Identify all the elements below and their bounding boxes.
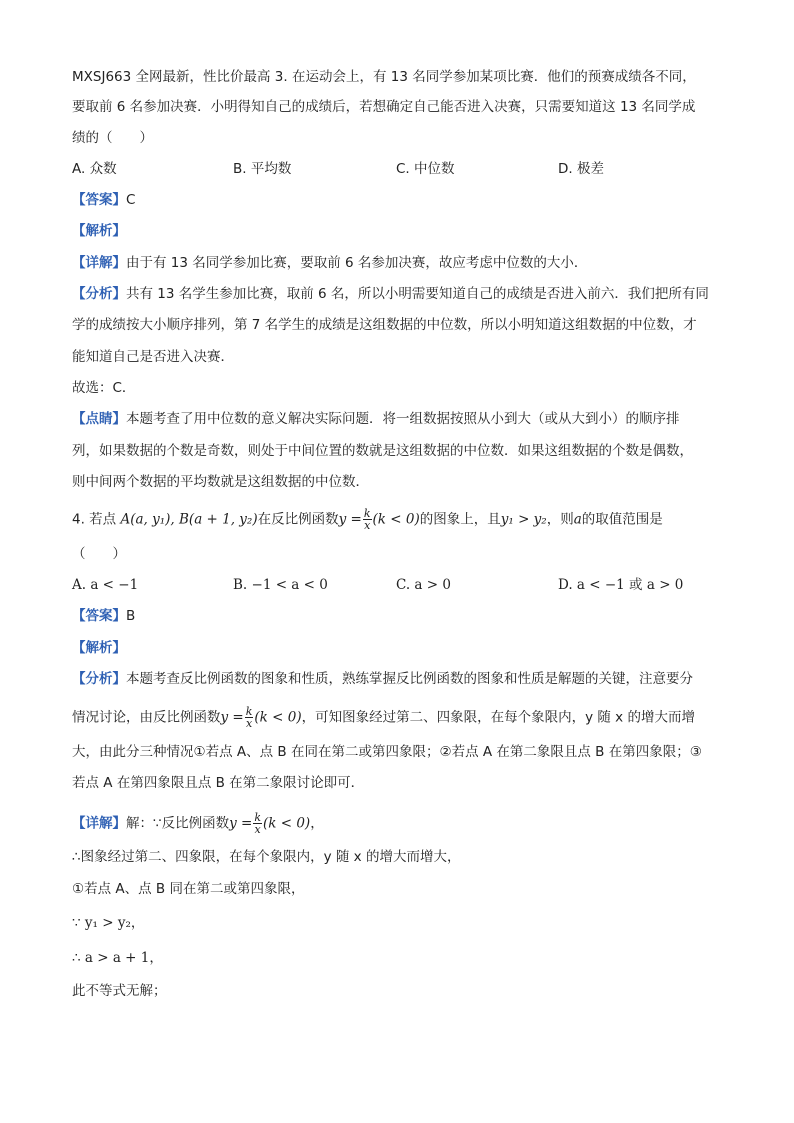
detail1-fraction xyxy=(253,812,262,835)
analysis2-condition: (k < 0) xyxy=(254,709,302,726)
q4-func-lhs: y = xyxy=(338,511,362,528)
q3-option-a: A. 众数 xyxy=(72,161,117,177)
analysis-tag: 【分析】 xyxy=(72,671,126,687)
detail1-suffix: ， xyxy=(310,815,324,832)
q3-detail xyxy=(72,254,587,272)
q4-points: A(a, y₁), B(a + 1, y₂) xyxy=(120,511,258,528)
fraction-denominator: x xyxy=(254,823,261,836)
detail1-func-lhs: y = xyxy=(229,815,253,832)
fraction-numerator: k xyxy=(254,811,261,824)
q4-analysis-line1 xyxy=(72,670,693,688)
detail-text: 由于有 13 名同学参加比赛，要取前 6 名参加决赛，故应考虑中位数的大小． xyxy=(126,255,588,271)
q4-func-condition: (k < 0) xyxy=(372,511,420,528)
analysis2-prefix: 情况讨论，由反比例函数 xyxy=(72,709,221,726)
q4-analysis-line2 xyxy=(72,706,695,729)
answer-value: B xyxy=(126,608,136,624)
q3-option-d: D. 极差 xyxy=(558,161,604,177)
answer-tag: 【答案】 xyxy=(72,608,126,624)
q3-choose: 故选：C． xyxy=(72,380,136,396)
q3-analysis-line3: 能知道自己是否进入决赛． xyxy=(72,349,234,365)
detail1-condition: (k < 0) xyxy=(263,815,311,832)
jiexi-tag: 【解析】 xyxy=(72,223,126,239)
q4-detail-line1 xyxy=(72,812,324,835)
q4-detail-line5: ∴ a > a + 1， xyxy=(72,950,163,966)
q4-func-fraction xyxy=(363,508,372,531)
q3-comment-line1 xyxy=(72,410,680,428)
q3-jiexi-tag xyxy=(72,222,126,240)
q4-answer xyxy=(72,607,135,625)
q3-answer xyxy=(72,191,135,209)
detail1-prefix: 解：∵反比例函数 xyxy=(126,815,230,832)
q4-number: 4. 若点 xyxy=(72,511,117,528)
analysis-text: 本题考查反比例函数的图象和性质，熟练掌握反比例函数的图象和性质是解题的关键，注意要分 xyxy=(126,671,693,687)
q4-analysis-line4: 若点 A 在第四象限且点 B 在第二象限讨论即可． xyxy=(72,775,365,791)
q4-paren: （ ） xyxy=(72,546,126,562)
answer-value: C xyxy=(126,192,136,208)
q4-text4: 的取值范围是 xyxy=(581,511,663,528)
q4-detail-line2: ∴图象经过第二、四象限，在每个象限内，y 随 x 的增大而增大， xyxy=(72,849,461,865)
q3-analysis-line1 xyxy=(72,285,709,303)
q4-analysis-line3: 大，由此分三种情况①若点 A、点 B 在同在第二或第四象限；②若点 A 在第二象限且点 B 在第四象限；③ xyxy=(72,744,702,760)
q3-analysis-line2: 学的成绩按大小顺序排列，第 7 名学生的成绩是这组数据的中位数，所以小明知道这组数据的中位数，才 xyxy=(72,317,697,333)
q3-stem-line1: MXSJ663 全网最新，性比价最高 3. 在运动会上，有 13 名同学参加某项比赛．他们的预赛成绩各不同， xyxy=(72,69,696,85)
analysis-text: 共有 13 名学生参加比赛，取前 6 名，所以小明需要知道自己的成绩是否进入前六．我们把所有同 xyxy=(126,286,709,302)
fraction-denominator: x xyxy=(364,519,371,532)
q4-text2: 的图象上，且 xyxy=(419,511,501,528)
q3-option-b: B. 平均数 xyxy=(233,161,292,177)
fraction-numerator: k xyxy=(245,705,253,718)
q4-var-a: a xyxy=(573,511,582,528)
q4-stem-line1 xyxy=(72,508,663,531)
q4-text3: ，则 xyxy=(546,511,574,528)
analysis2-suffix: ，可知图象经过第二、四象限，在每个象限内，y 随 x 的增大而增 xyxy=(301,709,695,726)
q4-detail-line4: ∵ y₁ > y₂， xyxy=(72,915,145,931)
q4-inequality: y₁ > y₂ xyxy=(500,511,547,528)
analysis-tag: 【分析】 xyxy=(72,286,126,302)
q3-option-c: C. 中位数 xyxy=(396,161,455,177)
q3-comment-line3: 则中间两个数据的平均数就是这组数据的中位数． xyxy=(72,474,369,490)
q4-detail-line6: 此不等式无解； xyxy=(72,983,167,999)
q4-detail-line3: ①若点 A、点 B 同在第二或第四象限， xyxy=(72,881,305,897)
comment-tag: 【点睛】 xyxy=(72,411,126,427)
fraction-numerator: k xyxy=(363,507,371,520)
q4-jiexi-tag xyxy=(72,639,126,657)
jiexi-tag: 【解析】 xyxy=(72,640,126,656)
q4-option-a: A. a < −1 xyxy=(72,577,139,593)
analysis2-fraction xyxy=(245,706,254,729)
q4-option-b: B. −1 < a < 0 xyxy=(233,577,328,593)
detail-tag: 【详解】 xyxy=(72,815,126,832)
q4-option-c: C. a > 0 xyxy=(396,577,451,593)
answer-tag: 【答案】 xyxy=(72,192,126,208)
comment-text: 本题考查了用中位数的意义解决实际问题．将一组数据按照从小到大（或从大到小）的顺序排 xyxy=(126,411,680,427)
analysis2-func-lhs: y = xyxy=(220,709,244,726)
q3-comment-line2: 列，如果数据的个数是奇数，则处于中间位置的数就是这组数据的中位数．如果这组数据的个数是偶数， xyxy=(72,443,693,459)
q4-text1: 在反比例函数 xyxy=(257,511,339,528)
detail-tag: 【详解】 xyxy=(72,255,126,271)
q3-stem-line3: 绩的（ ） xyxy=(72,130,153,146)
q3-stem-line2: 要取前 6 名参加决赛．小明得知自己的成绩后，若想确定自己能否进入决赛，只需要知道这 13 名同学成 xyxy=(72,99,696,115)
q4-option-d: D. a < −1 或 a > 0 xyxy=(558,577,684,593)
fraction-denominator: x xyxy=(245,717,253,730)
